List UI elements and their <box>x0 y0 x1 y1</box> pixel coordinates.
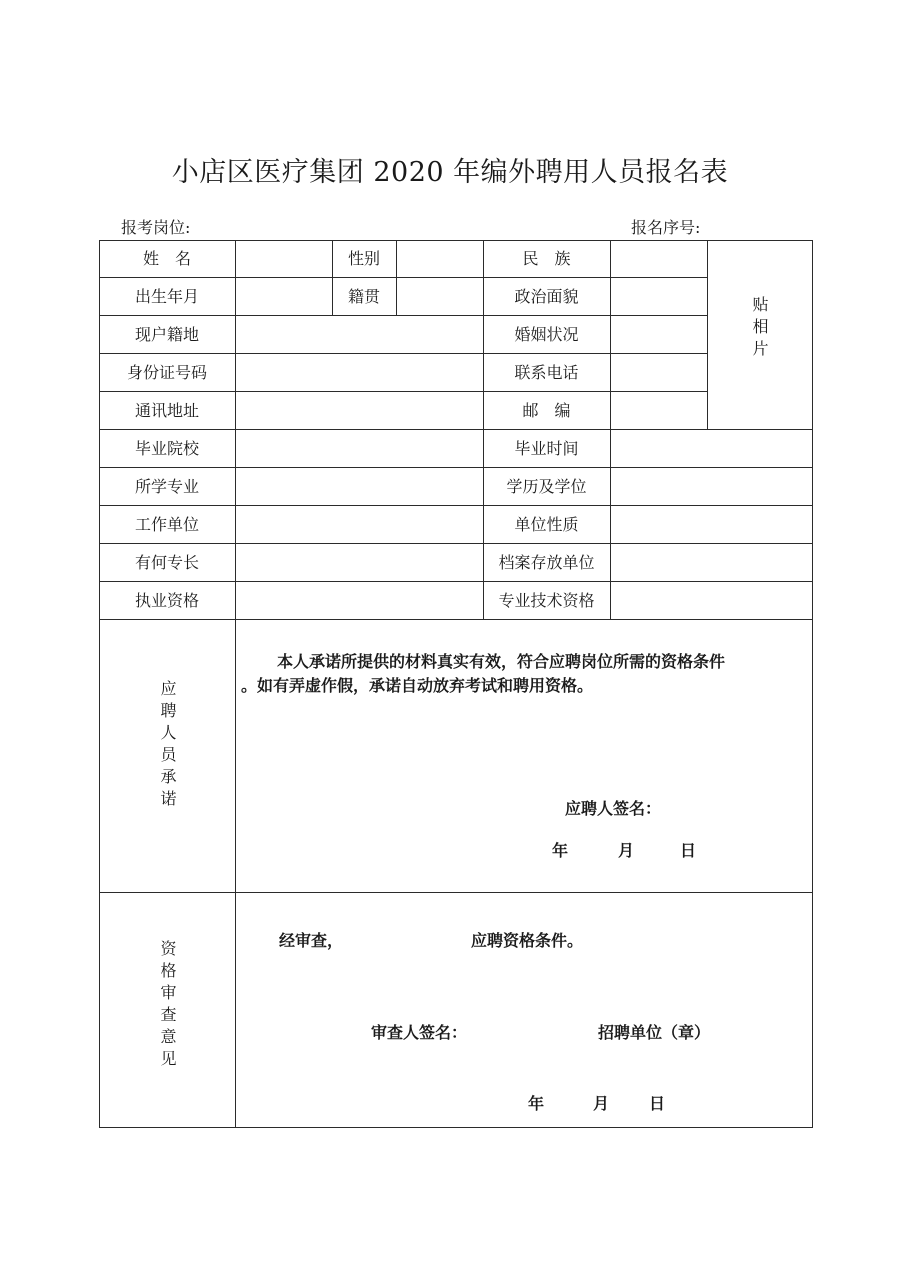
position-label: 报考岗位: <box>121 218 191 237</box>
review-checked: 经审查， <box>279 931 344 950</box>
pledge-line1: 本人承诺所提供的材料真实有效，符合应聘岗位所需的资格条件 <box>277 652 726 671</box>
label-ethnicity: 民 族 <box>522 249 571 268</box>
label-phone: 联系电话 <box>514 363 579 382</box>
label-degree: 学历及学位 <box>506 477 587 496</box>
pledge-line2: 。如有弄虚作假，承诺自动放弃考试和聘用资格。 <box>241 676 594 695</box>
rule-bottom <box>99 1127 813 1128</box>
review-day: 日 <box>649 1094 666 1113</box>
label-employer: 工作单位 <box>134 515 199 534</box>
form-title: 小店区医疗集团 2020 年编外聘用人员报名表 <box>171 157 729 188</box>
review-year: 年 <box>528 1094 545 1113</box>
label-postcode: 邮 编 <box>522 401 571 420</box>
label-employer-type: 单位性质 <box>514 515 579 534</box>
rule <box>396 240 397 316</box>
label-name: 姓 名 <box>142 249 191 268</box>
rule <box>610 240 611 620</box>
label-major: 所学专业 <box>134 477 199 496</box>
serial-label: 报名序号: <box>631 218 701 237</box>
review-conditions: 应聘资格条件。 <box>471 931 584 950</box>
label-grad-time: 毕业时间 <box>514 439 579 458</box>
label-native-place: 籍贯 <box>347 287 380 306</box>
label-id-number: 身份证号码 <box>126 363 207 382</box>
registration-form <box>99 240 813 1128</box>
label-license: 执业资格 <box>134 591 199 610</box>
review-month: 月 <box>593 1094 610 1113</box>
pledge-year: 年 <box>552 841 569 860</box>
label-archive: 档案存放单位 <box>498 553 595 572</box>
label-tech-title: 专业技术资格 <box>498 591 595 610</box>
review-unit: 招聘单位（章） <box>598 1023 711 1042</box>
label-specialty: 有何专长 <box>134 553 199 572</box>
rule <box>707 240 708 430</box>
label-address: 通讯地址 <box>134 401 199 420</box>
pledge-month: 月 <box>618 841 635 860</box>
label-political: 政治面貌 <box>514 287 579 306</box>
review-label: 资格审查意见 <box>158 940 177 1072</box>
pledge-label: 应聘人员承诺 <box>158 680 177 812</box>
label-school: 毕业院校 <box>134 439 199 458</box>
review-reviewer: 审查人签名： <box>371 1023 468 1042</box>
pledge-signature: 应聘人签名： <box>565 799 662 818</box>
rule-right <box>812 240 813 1128</box>
label-gender: 性别 <box>347 249 380 268</box>
label-marital: 婚姻状况 <box>514 325 579 344</box>
label-birth: 出生年月 <box>134 287 199 306</box>
label-hukou: 现户籍地 <box>134 325 199 344</box>
rule <box>235 240 236 1128</box>
rule <box>99 892 813 893</box>
photo-placeholder: 贴相片 <box>750 296 769 362</box>
pledge-day: 日 <box>680 841 697 860</box>
